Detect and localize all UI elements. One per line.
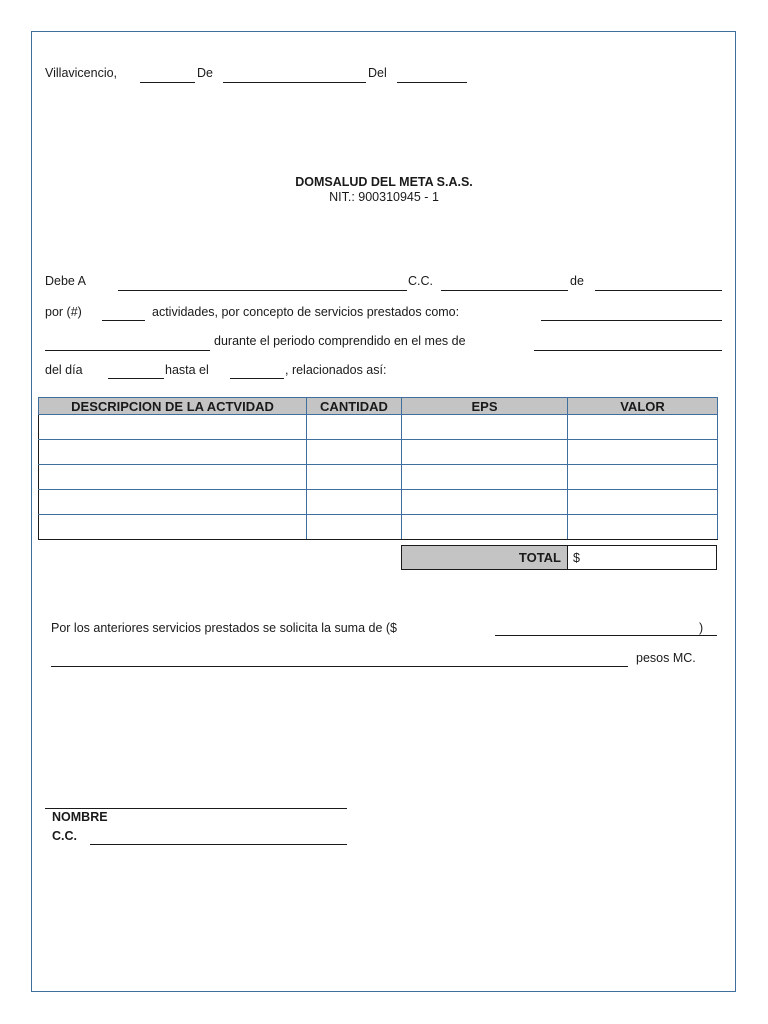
- day-blank[interactable]: [140, 82, 195, 83]
- cell-value[interactable]: [568, 440, 718, 465]
- cell-description[interactable]: [39, 490, 307, 515]
- total-value[interactable]: $: [567, 545, 717, 570]
- company-name: DOMSALUD DEL META S.A.S.: [295, 175, 473, 189]
- hasta-el-label: hasta el: [165, 363, 209, 377]
- cc-label: C.C.: [408, 274, 433, 288]
- column-header-eps: EPS: [402, 398, 568, 415]
- company-nit: NIT.: 900310945 - 1: [329, 190, 439, 204]
- cell-eps[interactable]: [402, 465, 568, 490]
- signature-cc-label: C.C.: [52, 829, 77, 843]
- cell-quantity[interactable]: [307, 490, 402, 515]
- solicita-text: Por los anteriores servicios prestados se solicita la suma de ($: [51, 621, 397, 635]
- debe-a-label: Debe A: [45, 274, 87, 288]
- column-header-description: DESCRIPCION DE LA ACTVIDAD: [39, 398, 307, 415]
- table-row: [39, 515, 718, 540]
- cell-eps[interactable]: [402, 515, 568, 540]
- service-type-blank[interactable]: [541, 320, 722, 321]
- table-row: [39, 440, 718, 465]
- city-label: Villavicencio,: [45, 66, 118, 80]
- close-paren: ): [699, 621, 704, 635]
- cell-eps[interactable]: [402, 490, 568, 515]
- cell-quantity[interactable]: [307, 440, 402, 465]
- por-label: por (#): [45, 305, 82, 319]
- table-header-row: [39, 398, 718, 415]
- cell-description[interactable]: [39, 515, 307, 540]
- table-row: [39, 465, 718, 490]
- cell-eps[interactable]: [402, 440, 568, 465]
- cell-quantity[interactable]: [307, 515, 402, 540]
- table-row: [39, 415, 718, 440]
- cc-blank[interactable]: [441, 290, 568, 291]
- to-day-blank[interactable]: [230, 378, 284, 379]
- column-header-quantity: CANTIDAD: [307, 398, 402, 415]
- signature-cc-blank[interactable]: [90, 844, 347, 845]
- year-blank[interactable]: [397, 82, 467, 83]
- nombre-label: NOMBRE: [52, 810, 108, 824]
- cell-description[interactable]: [39, 415, 307, 440]
- service-detail-blank[interactable]: [45, 350, 210, 351]
- pesos-label: pesos MC.: [636, 651, 696, 665]
- amount-words-blank[interactable]: [51, 666, 628, 667]
- num-activities-blank[interactable]: [102, 320, 145, 321]
- cell-quantity[interactable]: [307, 415, 402, 440]
- relacionados-label: , relacionados así:: [285, 363, 387, 377]
- durante-label: durante el periodo comprendido en el mes de: [214, 334, 466, 348]
- cell-eps[interactable]: [402, 415, 568, 440]
- cell-value[interactable]: [568, 515, 718, 540]
- total-label: TOTAL: [401, 545, 567, 570]
- cell-description[interactable]: [39, 465, 307, 490]
- cell-quantity[interactable]: [307, 465, 402, 490]
- from-day-blank[interactable]: [108, 378, 164, 379]
- de-label: De: [197, 66, 213, 80]
- signature-line[interactable]: [45, 808, 347, 809]
- amount-blank[interactable]: [495, 635, 717, 636]
- period-month-blank[interactable]: [534, 350, 722, 351]
- del-dia-label: del día: [45, 363, 83, 377]
- cell-value[interactable]: [568, 490, 718, 515]
- de-city-label: de: [570, 274, 584, 288]
- de-city-blank[interactable]: [595, 290, 722, 291]
- cell-description[interactable]: [39, 440, 307, 465]
- del-label: Del: [368, 66, 387, 80]
- column-header-value: VALOR: [568, 398, 718, 415]
- actividades-label: actividades, por concepto de servicios prestados como:: [152, 305, 460, 319]
- activities-table: [38, 397, 718, 540]
- month-blank[interactable]: [223, 82, 366, 83]
- cell-value[interactable]: [568, 465, 718, 490]
- debe-a-blank[interactable]: [118, 290, 407, 291]
- total-row: [401, 545, 717, 570]
- table-row: [39, 490, 718, 515]
- cell-value[interactable]: [568, 415, 718, 440]
